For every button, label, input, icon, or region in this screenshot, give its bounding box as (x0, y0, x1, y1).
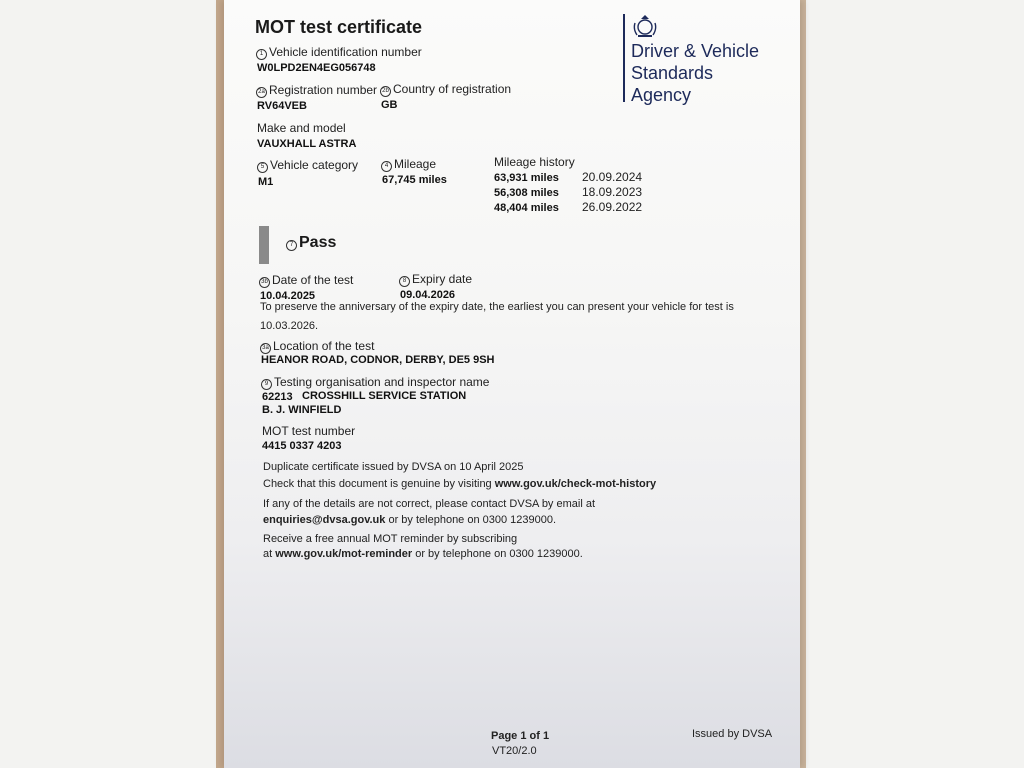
logo-divider (623, 14, 625, 102)
anniversary-note: To preserve the anniversary of the expiry date, the earliest you can present your vehicle for test is (260, 301, 734, 313)
field-number-marker: 3a (260, 343, 271, 354)
field-number-marker: 7 (286, 240, 297, 251)
agency-name-line: Driver & Vehicle (631, 41, 760, 61)
registration-label-text: Registration number (269, 83, 378, 97)
test-number-label: MOT test number (262, 424, 356, 438)
mileage-history-miles: 56,308 miles (494, 187, 559, 199)
field-number-marker: 9 (261, 379, 272, 390)
field-number-marker: 3b (259, 277, 270, 288)
mileage-label (381, 157, 436, 172)
royal-crest-icon (632, 14, 658, 38)
make-model-value: VAUXHALL ASTRA (257, 138, 357, 150)
category-label-text: Vehicle category (270, 158, 359, 172)
anniversary-note-date: 10.03.2026. (260, 320, 319, 332)
reminder-note-prefix: at (263, 548, 273, 560)
category-value: M1 (258, 176, 274, 188)
mileage-value: 67,745 miles (382, 174, 447, 186)
mileage-label-text: Mileage (394, 157, 437, 171)
page-number: Page 1 of 1 (491, 730, 550, 742)
test-date-value: 10.04.2025 (260, 290, 316, 302)
country-value: GB (381, 99, 398, 111)
result (286, 234, 336, 252)
test-date-label-text: Date of the test (272, 273, 354, 287)
country-label-text: Country of registration (393, 82, 512, 96)
mileage-history-date: 18.09.2023 (582, 185, 643, 199)
check-mot-history-link[interactable]: www.gov.uk/check-mot-history (494, 478, 657, 490)
test-number-value: 4415 0337 4203 (262, 440, 342, 452)
result-label: Pass (299, 234, 337, 251)
testing-org-label-text: Testing organisation and inspector name (274, 375, 490, 389)
country-label (380, 82, 511, 97)
expiry-label-text: Expiry date (412, 272, 473, 286)
registration-value: RV64VEB (257, 100, 307, 112)
mileage-history-miles: 48,404 miles (494, 202, 559, 214)
test-date-label (259, 273, 353, 288)
certificate-page (224, 0, 800, 768)
vin-label (256, 45, 422, 60)
issued-by: Issued by DVSA (692, 728, 773, 740)
field-number-marker: 2b (380, 86, 391, 97)
contact-email-link[interactable]: enquiries@dvsa.gov.uk (263, 514, 386, 526)
reminder-note-line2 (263, 548, 583, 560)
contact-note-line1: If any of the details are not correct, please contact DVSA by email at (263, 498, 596, 510)
field-number-marker: 8 (399, 276, 410, 287)
make-model-label: Make and model (257, 121, 346, 135)
mileage-history-label: Mileage history (494, 155, 575, 169)
duplicate-note: Duplicate certificate issued by DVSA on 10 April 2025 (263, 461, 524, 473)
contact-note-rest: or by telephone on 0300 1239000. (388, 514, 557, 526)
location-label-text: Location of the test (273, 339, 375, 353)
inspector-name: B. J. WINFIELD (262, 404, 342, 416)
field-number-marker: 4 (381, 161, 392, 172)
mileage-history-date: 26.09.2022 (582, 200, 643, 214)
vin-value: W0LPD2EN4EG056748 (257, 62, 376, 74)
check-note (263, 478, 656, 490)
contact-note-line2 (263, 514, 556, 526)
mileage-history-date: 20.09.2024 (582, 170, 643, 184)
testing-org-id: 62213 (262, 391, 293, 403)
mileage-history-miles: 63,931 miles (494, 172, 559, 184)
expiry-value: 09.04.2026 (400, 289, 456, 301)
check-note-text: Check that this document is genuine by visiting (263, 478, 492, 490)
form-code: VT20/2.0 (492, 745, 537, 757)
agency-name (631, 40, 759, 106)
location-value: HEANOR ROAD, CODNOR, DERBY, DE5 9SH (261, 354, 495, 366)
certificate-title: MOT test certificate (255, 17, 423, 37)
agency-name-line: Standards (631, 63, 714, 83)
result-bar (259, 226, 269, 264)
registration-label (256, 83, 377, 98)
agency-name-line: Agency (631, 85, 692, 105)
location-label (260, 339, 374, 354)
mot-reminder-link[interactable]: www.gov.uk/mot-reminder (275, 548, 413, 560)
reminder-note-rest: or by telephone on 0300 1239000. (415, 548, 583, 560)
testing-org-label (261, 375, 489, 390)
category-label (257, 158, 358, 173)
field-number-marker: 1 (256, 49, 267, 60)
field-number-marker: 5 (257, 162, 268, 173)
field-number-marker: 2a (256, 87, 267, 98)
testing-station-name: CROSSHILL SERVICE STATION (302, 390, 467, 402)
vin-label-text: Vehicle identification number (269, 45, 422, 59)
reminder-note-line1: Receive a free annual MOT reminder by subscribing (263, 533, 518, 545)
expiry-label (399, 272, 472, 287)
